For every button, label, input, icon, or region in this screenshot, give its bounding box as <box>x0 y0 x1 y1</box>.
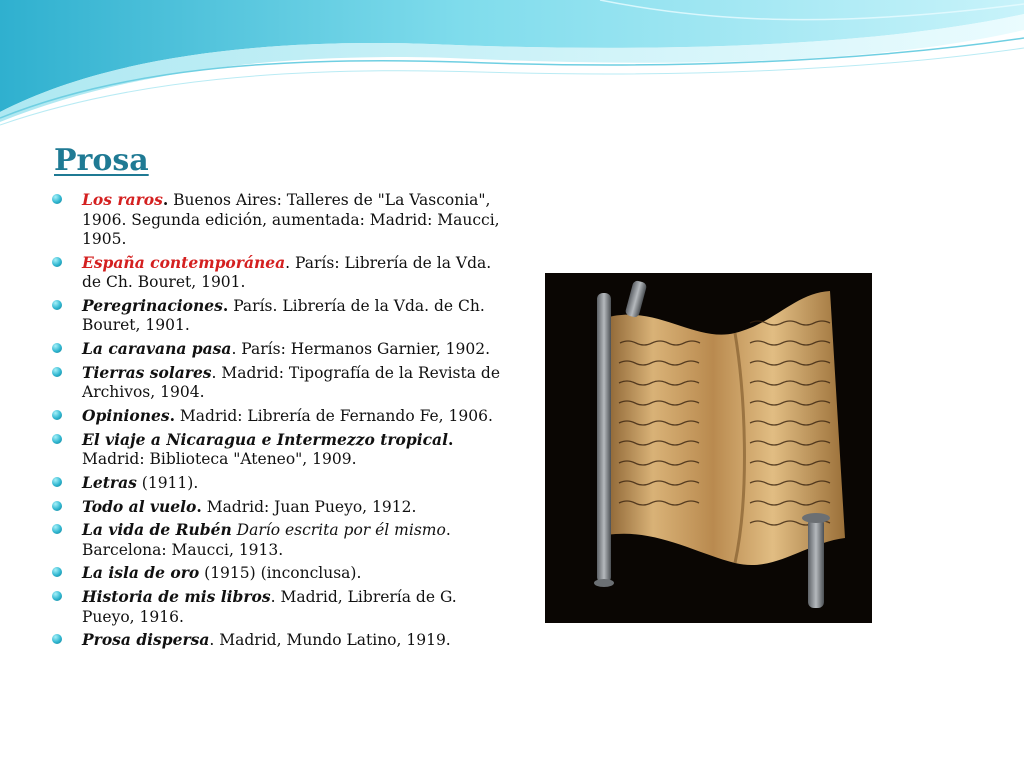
publication-details: . Barcelona: Maucci, 1913. <box>82 521 451 559</box>
work-title: El viaje a Nicaragua e Intermezzo tropical <box>82 429 448 449</box>
publication-details: . Madrid, Librería de G. Pueyo, 1916. <box>82 588 457 626</box>
bullet-icon <box>52 300 62 310</box>
bullet-icon <box>52 524 62 534</box>
list-item <box>50 563 500 584</box>
bullet-icon <box>52 591 62 601</box>
publication-details: (1911). <box>136 473 199 492</box>
publication-details: (1915) (inconclusa). <box>199 564 362 583</box>
publication-details: Madrid: Biblioteca "Ateneo", 1909. <box>82 450 357 469</box>
list-item <box>50 339 500 360</box>
bullet-icon <box>52 477 62 487</box>
list-item <box>50 473 500 494</box>
bullet-icon <box>52 367 62 377</box>
list-item <box>50 430 500 470</box>
works-list <box>50 190 500 654</box>
work-title: Todo al vuelo <box>82 496 197 516</box>
work-title: Peregrinaciones <box>82 295 223 315</box>
list-item <box>50 363 500 403</box>
work-title: La caravana pasa <box>82 339 232 359</box>
publication-details: . París: Hermanos Garnier, 1902. <box>231 340 491 359</box>
publication-details: Madrid: Juan Pueyo, 1912. <box>201 497 417 516</box>
work-title-punct: . <box>169 405 175 425</box>
work-title: España contemporánea <box>82 252 286 272</box>
header-wave-decoration <box>0 0 1024 130</box>
list-item <box>50 296 500 336</box>
list-item <box>50 497 500 518</box>
work-title: Letras <box>82 472 137 492</box>
publication-details: . Madrid: Tipografía de la Revista de Archivos, 1904. <box>82 363 501 402</box>
bullet-icon <box>52 410 62 420</box>
list-item <box>50 587 500 627</box>
bullet-icon <box>52 257 62 267</box>
publication-details: Buenos Aires: Talleres de "La Vasconia", 1906. Segunda edición, aumentada: Madrid: Maucci, 1905. <box>82 191 500 248</box>
work-title-punct: . <box>222 295 229 315</box>
work-title: Opiniones <box>82 405 170 425</box>
publication-details: . Madrid, Mundo Latino, 1919. <box>209 631 451 650</box>
work-title: Historia de mis libros <box>82 587 271 607</box>
work-title: Tierras solares <box>82 362 212 382</box>
work-title-punct: . <box>196 496 202 516</box>
bullet-icon <box>52 567 62 577</box>
work-title: Prosa dispersa <box>82 630 210 650</box>
list-item <box>50 406 500 427</box>
parchment-scroll-icon <box>545 273 872 623</box>
list-item <box>50 190 500 250</box>
list-item <box>50 630 500 651</box>
bullet-icon <box>52 343 62 353</box>
slide-title: Prosa <box>54 143 149 178</box>
work-title-continuation: Darío escrita por él mismo <box>231 521 446 540</box>
bullet-icon <box>52 194 62 204</box>
work-title: La vida de Rubén <box>82 520 232 540</box>
publication-details: París. Librería de la Vda. de Ch. Bouret, 1901. <box>82 296 485 335</box>
list-item <box>50 520 500 560</box>
bullet-icon <box>52 634 62 644</box>
list-item <box>50 253 500 293</box>
work-title-punct: . <box>447 429 454 449</box>
publication-details: Madrid: Librería de Fernando Fe, 1906. <box>175 406 493 425</box>
bullet-icon <box>52 501 62 511</box>
bullet-icon <box>52 434 62 444</box>
work-title-punct: . <box>162 190 169 209</box>
publication-details: . París: Librería de la Vda. de Ch. Bouret, 1901. <box>82 253 492 292</box>
work-title: La isla de oro <box>82 563 200 583</box>
work-title: Los raros <box>82 190 163 209</box>
